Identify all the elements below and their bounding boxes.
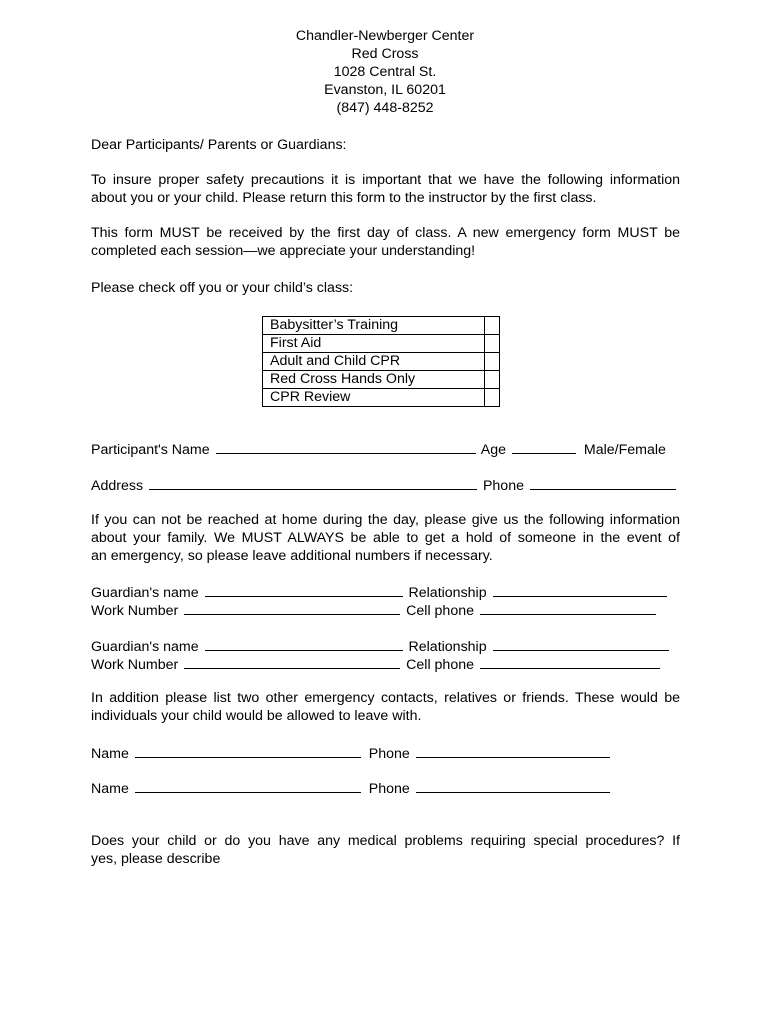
contact-1-row [91, 743, 612, 763]
guardian-name-label: Guardian's name [91, 585, 199, 601]
contact-phone-field[interactable] [416, 778, 610, 793]
guardian-1-name-row [91, 582, 669, 602]
age-label: Age [480, 442, 506, 458]
class-row [263, 389, 500, 407]
check-prompt: Please check off you or your child’s class: [91, 280, 354, 296]
class-row [263, 371, 500, 389]
address-row [91, 475, 678, 495]
class-checkbox[interactable] [485, 371, 500, 389]
relationship-label: Relationship [408, 585, 487, 601]
address-field[interactable] [149, 475, 477, 490]
intro-line: about you or your child. Please return this form to the instructor by the first class. [91, 190, 597, 206]
contact-phone-field[interactable] [416, 743, 610, 758]
class-checkbox[interactable] [485, 317, 500, 335]
intro-line: To insure proper safety precautions it is important that we have the following information [91, 172, 680, 188]
intro-paragraph [91, 171, 680, 207]
work-number-field[interactable] [184, 654, 400, 669]
emergency-intro-line: individuals your child would be allowed to leave with. [91, 708, 422, 724]
class-checkbox[interactable] [485, 389, 500, 407]
medical-line: yes, please describe [91, 851, 221, 867]
phone-field[interactable] [530, 475, 676, 490]
org-subname: Red Cross [351, 46, 419, 62]
guardian-2-name-row [91, 636, 671, 656]
class-name: First Aid [263, 335, 485, 353]
guardian-name-field[interactable] [205, 582, 403, 597]
reach-line: an emergency, so please leave additional numbers if necessary. [91, 548, 493, 564]
reach-paragraph [91, 511, 680, 565]
contact-name-field[interactable] [135, 778, 361, 793]
sex-label: Male/Female [583, 442, 666, 458]
contact-phone-label: Phone [368, 746, 410, 762]
medical-line: Does your child or do you have any medical problems requiring special procedures? If [91, 833, 680, 849]
relationship-field[interactable] [493, 636, 669, 651]
org-phone: (847) 448-8252 [336, 100, 434, 116]
class-name: CPR Review [263, 389, 485, 407]
notice-paragraph [91, 224, 680, 260]
participant-name-row [91, 439, 666, 459]
guardian-1-phone-row [91, 600, 658, 620]
emergency-intro-line: In addition please list two other emergency contacts, relatives or friends. These would be [91, 690, 680, 706]
class-name: Adult and Child CPR [263, 353, 485, 371]
class-name: Red Cross Hands Only [263, 371, 485, 389]
org-name: Chandler-Newberger Center [295, 28, 475, 44]
letterhead [0, 27, 770, 117]
emergency-contacts-paragraph [91, 689, 680, 725]
work-number-field[interactable] [184, 600, 400, 615]
greeting: Dear Participants/ Parents or Guardians: [91, 137, 347, 153]
address-label: Address [91, 478, 144, 494]
guardian-name-label: Guardian's name [91, 639, 199, 655]
org-street: 1028 Central St. [333, 64, 437, 80]
class-checklist [262, 316, 500, 407]
phone-label: Phone [482, 478, 524, 494]
reach-line: If you can not be reached at home during the day, please give us the following information [91, 512, 680, 528]
relationship-label: Relationship [408, 639, 487, 655]
participant-name-field[interactable] [216, 439, 476, 454]
age-field[interactable] [512, 439, 576, 454]
cell-phone-field[interactable] [480, 600, 656, 615]
relationship-field[interactable] [493, 582, 667, 597]
contact-name-field[interactable] [135, 743, 361, 758]
contact-name-label: Name [91, 746, 129, 762]
guardian-name-field[interactable] [205, 636, 403, 651]
work-number-label: Work Number [91, 657, 179, 673]
contact-2-row [91, 778, 612, 798]
notice-line: This form MUST be received by the first day of class. A new emergency form MUST be [91, 225, 680, 241]
cell-phone-label: Cell phone [406, 603, 474, 619]
cell-phone-label: Cell phone [406, 657, 474, 673]
class-checkbox[interactable] [485, 335, 500, 353]
class-row [263, 335, 500, 353]
org-city: Evanston, IL 60201 [324, 82, 446, 98]
reach-line: about your family. We MUST ALWAYS be able to get a hold of someone in the event of [91, 530, 680, 546]
contact-phone-label: Phone [368, 781, 410, 797]
participant-name-label: Participant's Name [91, 442, 210, 458]
class-checkbox[interactable] [485, 353, 500, 371]
class-row [263, 353, 500, 371]
class-name: Babysitter’s Training [263, 317, 485, 335]
guardian-2-phone-row [91, 654, 662, 674]
work-number-label: Work Number [91, 603, 179, 619]
medical-question [91, 832, 680, 868]
class-row [263, 317, 500, 335]
cell-phone-field[interactable] [480, 654, 660, 669]
contact-name-label: Name [91, 781, 129, 797]
notice-line: completed each session—we appreciate your understanding! [91, 243, 476, 259]
